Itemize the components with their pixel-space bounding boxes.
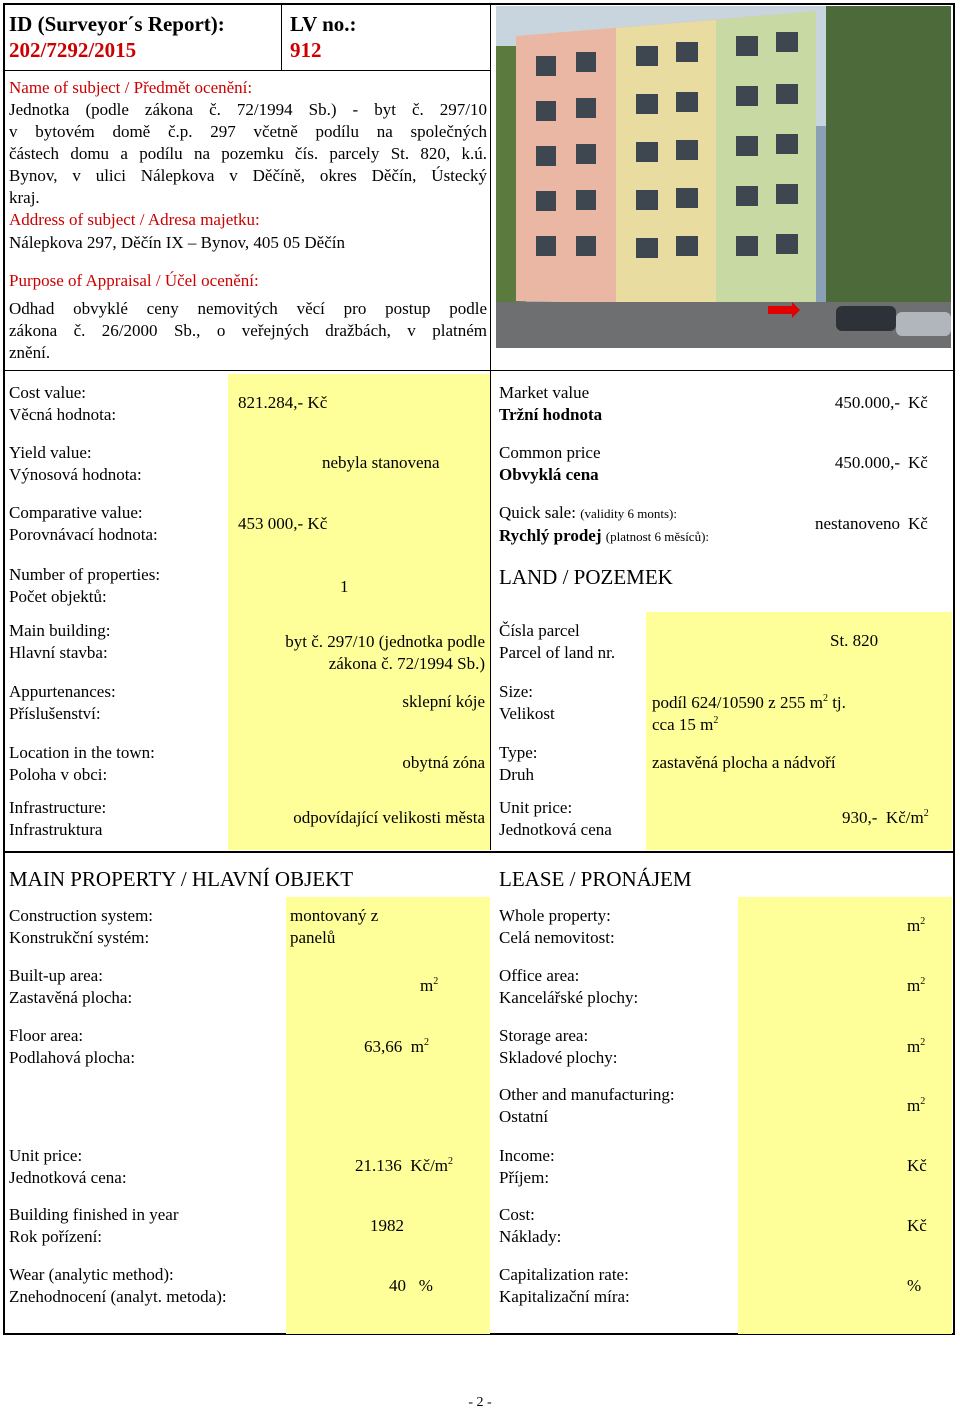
constr-label [9, 905, 153, 949]
comp-label-cz: Porovnávací hodnota: [9, 525, 158, 544]
whole-label-en: Whole property: [499, 906, 611, 925]
other-label-en: Other and manufacturing: [499, 1085, 675, 1104]
page-number: - 2 - [468, 1395, 492, 1410]
whole-label [499, 905, 615, 949]
m-unit: m [420, 976, 434, 995]
quick-note-en: (validity 6 monts): [580, 506, 677, 521]
location-label-cz: Poloha v obci: [9, 765, 108, 784]
id-value: 202/7292/2015 [9, 38, 137, 62]
land-unit-unit: Kč/m [885, 808, 924, 827]
lease-cost-label [499, 1204, 561, 1248]
m-unit: m [907, 976, 921, 995]
income-label-cz: Příjem: [499, 1168, 550, 1187]
location-value: obytná zóna [402, 753, 485, 772]
land-unit-number: 930,- [842, 808, 878, 827]
main-building-label [9, 620, 111, 664]
quick-label [499, 502, 709, 548]
wear-unit: % [418, 1276, 433, 1295]
type-label-cz: Druh [499, 765, 534, 784]
floor-label-en: Floor area: [9, 1026, 84, 1045]
office-label-cz: Kancelářské plochy: [499, 988, 639, 1007]
size-label [499, 681, 555, 725]
lease-cost-label-cz: Náklady: [499, 1227, 562, 1246]
subject-line: kraj. [9, 188, 40, 207]
size-label-cz: Velikost [499, 704, 555, 723]
floor-label-cz: Podlahová plocha: [9, 1048, 136, 1067]
storage-label-en: Storage area: [499, 1026, 589, 1045]
other-unit [907, 1096, 925, 1116]
cost-label [9, 382, 116, 426]
common-label-en: Common price [499, 443, 601, 462]
market-label-en: Market value [499, 383, 590, 402]
m-unit: m [907, 916, 921, 935]
builtup-label-en: Built-up area: [9, 966, 103, 985]
infra-value: odpovídající velikosti města [293, 808, 485, 827]
sq-sup: 2 [423, 1037, 429, 1048]
yield-label-en: Yield value: [9, 443, 92, 462]
size-value [652, 692, 846, 736]
common-currency: Kč [908, 453, 928, 472]
sq-sup: 2 [920, 1096, 926, 1107]
mp-unit-label-en: Unit price: [9, 1146, 83, 1165]
appurt-value: sklepní kóje [402, 692, 485, 711]
yield-label-cz: Výnosová hodnota: [9, 465, 142, 484]
m-unit: m [410, 1037, 424, 1056]
lease-cost-label-en: Cost: [499, 1205, 535, 1224]
builtup-label-cz: Zastavěná plocha: [9, 988, 133, 1007]
lv-label: LV no.: [290, 12, 357, 36]
constr-value-line: montovaný z [290, 906, 379, 925]
size-value-part: tj. [827, 693, 846, 712]
id-label: ID (Surveyor´s Report): [9, 12, 225, 36]
constr-label-cz: Konstrukční systém: [9, 928, 150, 947]
floor-label [9, 1025, 135, 1069]
lease-cost-currency: Kč [907, 1216, 927, 1235]
size-value-part: cca 15 m [652, 715, 714, 734]
size-value-part: podíl 624/10590 z 255 m [652, 693, 823, 712]
sq-sup: 2 [448, 1156, 454, 1167]
mp-unit-label [9, 1145, 127, 1189]
builtup-label [9, 965, 132, 1009]
cap-label [499, 1264, 630, 1308]
constr-label-en: Construction system: [9, 906, 154, 925]
purpose-line: Odhad obvyklé ceny nemovitých věcí pro postup podle [9, 299, 487, 318]
comp-label-en: Comparative value: [9, 503, 143, 522]
sq-sup: 2 [920, 1037, 926, 1048]
whole-unit [907, 916, 925, 936]
type-label-en: Type: [499, 743, 538, 762]
comp-value: 453 000,- Kč [238, 514, 328, 533]
quick-note-cz: (platnost 6 měsíců): [605, 529, 710, 544]
cost-label-en: Cost value: [9, 383, 86, 402]
location-label-en: Location in the town: [9, 743, 155, 762]
purpose-heading: Purpose of Appraisal / Účel ocenění: [9, 271, 259, 290]
year-label-cz: Rok pořízení: [9, 1227, 103, 1246]
appurt-label-en: Appurtenances: [9, 682, 116, 701]
other-label [499, 1084, 675, 1128]
cap-label-cz: Kapitalizační míra: [499, 1287, 630, 1306]
office-label-en: Office area: [499, 966, 580, 985]
type-label [499, 742, 537, 786]
lv-value: 912 [290, 38, 322, 62]
land-unit-label [499, 797, 612, 841]
main-property-heading: MAIN PROPERTY / HLAVNÍ OBJEKT [9, 867, 354, 891]
purpose-text [9, 298, 487, 364]
income-label-en: Income: [499, 1146, 555, 1165]
infra-label [9, 797, 106, 841]
infra-label-en: Infrastructure: [9, 798, 107, 817]
constr-value [290, 905, 378, 949]
subject-line: v bytovém domě č.p. 297 včetně podílu na společných [9, 122, 487, 141]
mp-unit-number: 21.136 [355, 1156, 402, 1175]
cap-percent: % [907, 1276, 922, 1295]
count-value: 1 [340, 577, 349, 596]
storage-label [499, 1025, 618, 1069]
sq-sup: 2 [920, 916, 926, 927]
wear-value [389, 1276, 433, 1296]
subject-line: částech domu a podílu na pozemku čís. parcely St. 820, k.ú. [9, 144, 487, 163]
column-divider [490, 3, 491, 850]
address-heading: Address of subject / Adresa majetku: [9, 210, 260, 229]
mp-unit-unit: Kč/m [410, 1156, 449, 1175]
wear-label-cz: Znehodnocení (analyt. metoda): [9, 1287, 227, 1306]
storage-unit [907, 1037, 925, 1057]
sq-sup: 2 [433, 976, 439, 987]
common-label [499, 442, 601, 486]
sq-sup: 2 [713, 715, 719, 726]
subject-line: Jednotka (podle zákona č. 72/1994 Sb.) - byt č. 297/10 [9, 100, 487, 119]
m-unit: m [907, 1037, 921, 1056]
whole-label-cz: Celá nemovitost: [499, 928, 615, 947]
main-property-yellow-column [286, 897, 490, 1334]
appurt-label-cz: Příslušenství: [9, 704, 101, 723]
sq-sup: 2 [920, 976, 926, 987]
year-value: 1982 [370, 1216, 404, 1235]
quick-label-en: Quick sale: [499, 503, 576, 522]
m-unit: m [907, 1096, 921, 1115]
subject-name-heading: Name of subject / Předmět ocenění: [9, 78, 253, 97]
wear-label [9, 1264, 227, 1308]
building-photo [496, 6, 951, 348]
quick-label-cz: Rychlý prodej [499, 526, 602, 545]
main-label-en: Main building: [9, 621, 111, 640]
market-currency: Kč [908, 393, 928, 412]
wear-label-en: Wear (analytic method): [9, 1265, 174, 1284]
section-rule [3, 370, 953, 371]
purpose-line: zákona č. 26/2000 Sb., o veřejných dražbách, v platném [9, 321, 487, 340]
land-heading: LAND / POZEMEK [499, 565, 673, 589]
size-label-en: Size: [499, 682, 533, 701]
main-label-cz: Hlavní stavba: [9, 643, 108, 662]
common-label-cz: Obvyklá cena [499, 465, 599, 484]
other-label-cz: Ostatní [499, 1107, 549, 1126]
lease-heading: LEASE / PRONÁJEM [499, 867, 692, 891]
parcel-label [499, 620, 615, 664]
market-label [499, 382, 602, 426]
common-value: 450.000,- [834, 453, 900, 472]
parcel-label-en: Parcel of land nr. [499, 643, 616, 662]
land-unit-label-en: Unit price: [499, 798, 573, 817]
parcel-label-cz: Čísla parcel [499, 621, 580, 640]
header-divider [281, 3, 282, 71]
main-building-value [228, 631, 485, 675]
type-value: zastavěná plocha a nádvoří [652, 753, 836, 772]
parcel-value: St. 820 [830, 631, 879, 650]
header-bottom-rule [3, 70, 491, 71]
income-label [499, 1145, 555, 1189]
count-label-en: Number of properties: [9, 565, 161, 584]
cost-label-cz: Věcná hodnota: [9, 405, 117, 424]
office-label [499, 965, 638, 1009]
storage-label-cz: Skladové plochy: [499, 1048, 618, 1067]
count-label [9, 564, 160, 608]
office-unit [907, 976, 925, 996]
income-currency: Kč [907, 1156, 927, 1175]
builtup-unit [420, 976, 438, 996]
floor-number: 63,66 [364, 1037, 403, 1056]
sq-sup: 2 [923, 808, 929, 819]
quick-currency: Kč [908, 514, 928, 533]
land-unit-label-cz: Jednotková cena [499, 820, 612, 839]
floor-value [364, 1037, 429, 1057]
market-label-cz: Tržní hodnota [499, 405, 603, 424]
subject-name-text [9, 99, 487, 209]
address-value: Nálepkova 297, Děčín IX – Bynov, 405 05 Děčín [9, 233, 345, 252]
main-value-line: zákona č. 72/1994 Sb.) [328, 654, 485, 673]
wear-number: 40 [389, 1276, 406, 1295]
mp-unit-label-cz: Jednotková cena: [9, 1168, 127, 1187]
land-unit-value [842, 808, 929, 828]
main-value-line: byt č. 297/10 (jednotka podle [285, 632, 485, 651]
yield-label [9, 442, 142, 486]
values-yellow-column [228, 374, 490, 850]
market-value: 450.000,- [834, 393, 900, 412]
constr-value-line: panelů [290, 928, 336, 947]
quick-value: nestanoveno [815, 514, 900, 533]
subject-line: Bynov, v ulici Nálepkova v Děčíně, okres Děčín, Ústecký [9, 166, 487, 185]
infra-label-cz: Infrastruktura [9, 820, 103, 839]
appurt-label [9, 681, 116, 725]
year-label-en: Building finished in year [9, 1205, 179, 1224]
comp-label [9, 502, 158, 546]
yield-value: nebyla stanovena [322, 453, 440, 472]
section-rule [3, 851, 953, 853]
location-label [9, 742, 155, 786]
cost-value: 821.284,- Kč [238, 393, 328, 412]
purpose-line: znění. [9, 343, 51, 362]
cap-label-en: Capitalization rate: [499, 1265, 629, 1284]
mp-unit-value [355, 1156, 453, 1176]
count-label-cz: Počet objektů: [9, 587, 107, 606]
year-label [9, 1204, 179, 1248]
sq-sup: 2 [822, 693, 828, 704]
